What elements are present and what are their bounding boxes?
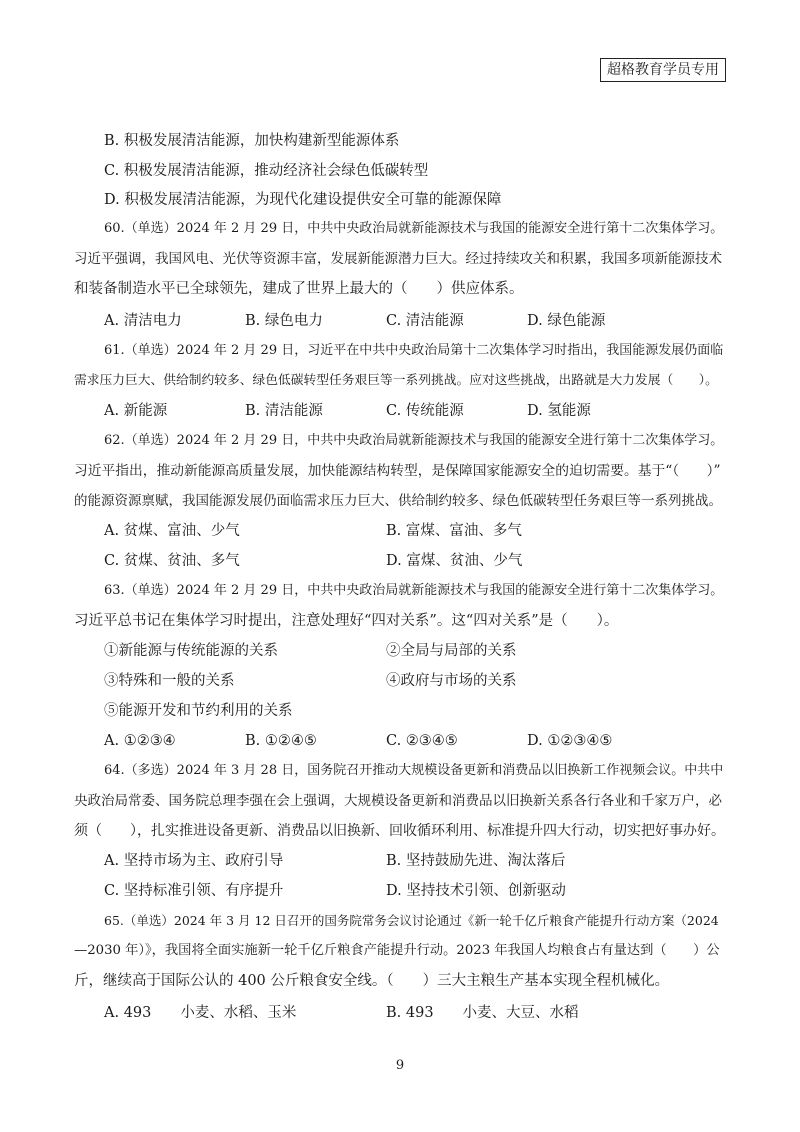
- question-61-line: 61.（单选）2024 年 2 月 29 日，习近平在中共中央政治局第十二次集体学习时指出，我国能源发展仍面临: [104, 343, 724, 358]
- q63-item: ③特殊和一般的关系: [104, 673, 235, 689]
- question-65-line: —2030 年）》，我国将全面实施新一轮千亿斤粮食产能提升行动。2023 年我国人均粮食占有量达到（ ）公: [74, 943, 720, 958]
- question-63-line: 习近平总书记在集体学习时提出，注意处理好“四对关系”。这“四对关系”是（ ）。: [74, 613, 619, 629]
- q64-option-a: A. 坚持市场为主、政府引导: [104, 853, 284, 869]
- q62-option-b: B. 富煤、富油、多气: [386, 523, 522, 539]
- question-60-line: 60.（单选）2024 年 2 月 29 日，中共中央政治局就新能源技术与我国的能源安全进行第十二次集体学习。: [104, 221, 724, 236]
- q62-option-d: D. 富煤、贫油、少气: [386, 553, 523, 569]
- page-number: 9: [395, 1058, 405, 1073]
- question-60-line: 和装备制造水平已全球领先，建成了世界上最大的（ ）供应体系。: [74, 281, 524, 297]
- question-65-line: 65.（单选）2024 年 3 月 12 日召开的国务院常务会议讨论通过《新一轮千亿斤粮食产能提升行动方案（2024: [104, 913, 719, 928]
- question-62-line: 的能源资源禀赋，我国能源发展仍面临需求压力巨大、供给制约较多、绿色低碳转型任务艰巨等一系列挑战。: [74, 493, 722, 509]
- option-c: C. 积极发展清洁能源，推动经济社会绿色低碳转型: [104, 163, 429, 179]
- q61-option-c: C. 传统能源: [386, 403, 464, 419]
- question-63-line: 63.（单选）2024 年 2 月 29 日，中共中央政治局就新能源技术与我国的能源安全进行第十二次集体学习。: [104, 583, 724, 598]
- q61-option-a: A. 新能源: [104, 403, 168, 419]
- option-d: D. 积极发展清洁能源，为现代化建设提供安全可靠的能源保障: [104, 192, 502, 208]
- q63-option-b: B. ①②④⑤: [245, 733, 317, 749]
- q65-option-b: B. 493 小麦、大豆、水稻: [386, 1005, 579, 1021]
- q64-option-b: B. 坚持鼓励先进、淘汰落后: [386, 853, 566, 869]
- q60-option-d: D. 绿色能源: [527, 313, 606, 329]
- question-61-line: 需求压力巨大、供给制约较多、绿色低碳转型任务艰巨等一系列挑战。应对这些挑战，出路就是大力发展（ ）。: [74, 373, 718, 388]
- q62-option-a: A. 贫煤、富油、少气: [104, 523, 240, 539]
- q61-option-d: D. 氢能源: [527, 403, 591, 419]
- option-b: B. 积极发展清洁能源，加快构建新型能源体系: [104, 133, 400, 149]
- q64-option-d: D. 坚持技术引领、创新驱动: [386, 883, 566, 899]
- q60-option-b: B. 绿色电力: [245, 313, 323, 329]
- q62-option-c: C. 贫煤、贫油、多气: [104, 553, 240, 569]
- header-tag: 超格教育学员专用: [600, 58, 726, 82]
- q63-item: ④政府与市场的关系: [386, 673, 517, 689]
- q63-option-a: A. ①②③④: [104, 733, 176, 749]
- question-64-line: 64.（多选）2024 年 3 月 28 日，国务院召开推动大规模设备更新和消费品以旧换新工作视频会议。中共中: [104, 763, 724, 778]
- q65-option-a: A. 493 小麦、水稻、玉米: [104, 1005, 297, 1021]
- question-65-line: 斤，继续高于国际公认的 400 公斤粮食安全线。（ ）三大主粮生产基本实现全程机械化。: [74, 973, 670, 989]
- q63-option-d: D. ①②③④⑤: [527, 733, 613, 749]
- q63-item: ②全局与局部的关系: [386, 643, 517, 659]
- q63-item: ⑤能源开发和节约利用的关系: [104, 703, 293, 719]
- question-60-line: 习近平强调，我国风电、光伏等资源丰富，发展新能源潜力巨大。经过持续攻关和积累，我国多项新能源技术: [74, 251, 722, 267]
- question-64-line: 须（ ），扎实推进设备更新、消费品以旧换新、回收循环利用、标准提升四大行动，切实把好事办好。: [74, 823, 725, 839]
- question-64-line: 央政治局常委、国务院总理李强在会上强调，大规模设备更新和消费品以旧换新关系各行各业和千家万户，必: [74, 793, 722, 809]
- q60-option-c: C. 清洁能源: [386, 313, 464, 329]
- question-62-line: 习近平指出，推动新能源高质量发展，加快能源结构转型，是保障国家能源安全的迫切需要。基于“（ ）”: [74, 463, 721, 479]
- q64-option-c: C. 坚持标准引领、有序提升: [104, 883, 284, 899]
- q63-item: ①新能源与传统能源的关系: [104, 643, 278, 659]
- question-62-line: 62.（单选）2024 年 2 月 29 日，中共中央政治局就新能源技术与我国的能源安全进行第十二次集体学习。: [104, 433, 724, 448]
- q61-option-b: B. 清洁能源: [245, 403, 323, 419]
- q60-option-a: A. 清洁电力: [104, 313, 182, 329]
- q63-option-c: C. ②③④⑤: [386, 733, 458, 749]
